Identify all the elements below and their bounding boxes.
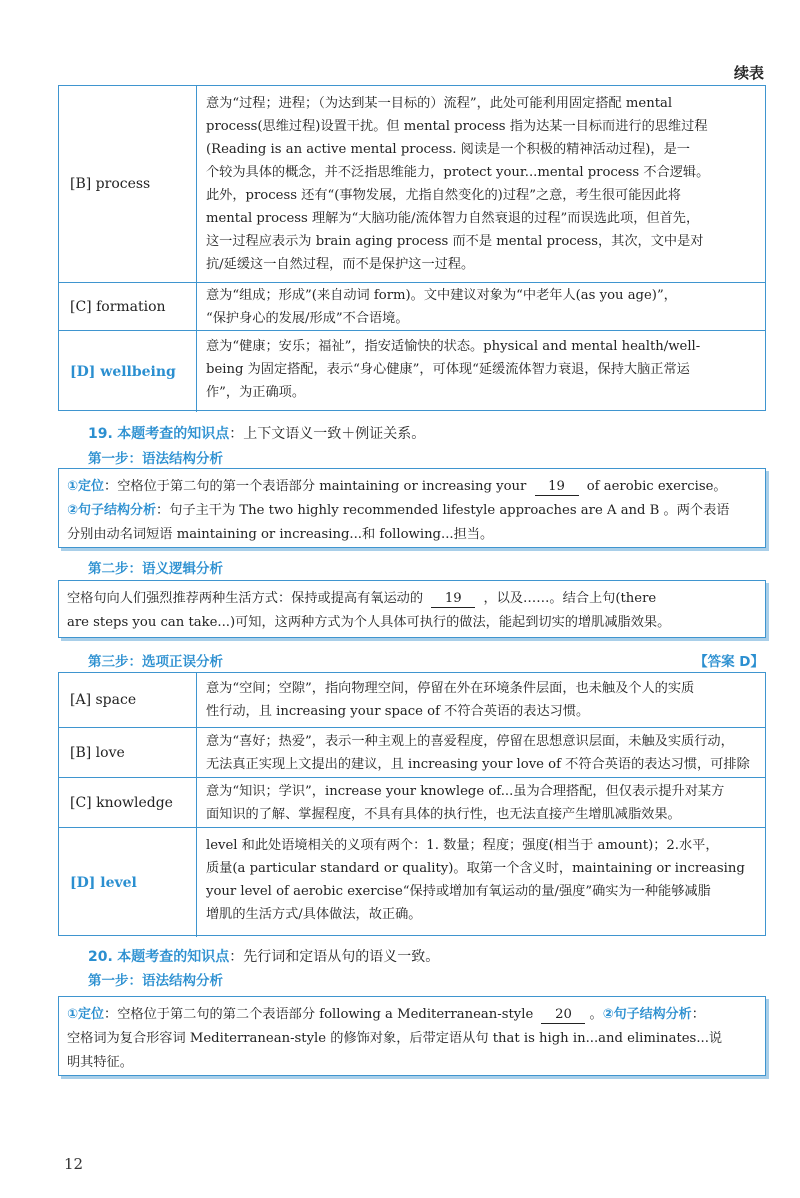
- explanation-line: 性行动，且 increasing your space of 不符合英语的表达习惯。: [206, 704, 590, 719]
- semantic-logic-box-q19: [58, 580, 766, 638]
- option-explanation: [206, 780, 759, 826]
- table-row-option-b-love: [59, 727, 765, 777]
- locate-label: ①定位: [67, 479, 105, 494]
- explanation-line: (Reading is an active mental process. 阅读是一个积极的精神活动过程)，是一: [206, 142, 690, 157]
- grammar-structure-box-q19: [58, 468, 766, 548]
- explanation-line: 质量(a particular standard or quality)。取第一个含义时，maintaining or increasing: [206, 861, 745, 876]
- knowledge-point-label: 本题考查的知识点: [117, 949, 230, 965]
- option-explanation: [206, 92, 759, 276]
- box-line: [67, 1003, 757, 1027]
- box-text: of aerobic exercise。: [586, 479, 727, 494]
- option-explanation: [206, 335, 759, 404]
- box-text: ：句子主干为 The two highly recommended lifestyle approaches are A and B 。两个表语: [156, 503, 730, 518]
- explanation-line: process(思维过程)设置干扰。但 mental process 指为达某一目标而进行的思维过程: [206, 119, 708, 134]
- box-text: 。: [589, 1007, 603, 1022]
- box-line: 分别由动名词短语 maintaining or increasing...和 following...担当。: [67, 527, 494, 542]
- explanation-line: 意为“知识；学识”，increase your knowlege of...虽为合理搭配，但仅表示提升对某方: [206, 784, 725, 799]
- question-19-heading: [88, 423, 425, 443]
- explanation-line: 增肌的生活方式/具体做法，故正确。: [206, 907, 422, 922]
- sentence-structure-label: ②句子结构分析: [67, 503, 157, 518]
- box-text: ：空格位于第二句的第一个表语部分 maintaining or increasing your: [104, 479, 527, 494]
- knowledge-point-text: ：先行词和定语从句的语义一致。: [229, 949, 440, 965]
- question-20-heading: [88, 946, 439, 966]
- option-label: [C] knowledge: [59, 778, 197, 827]
- grammar-structure-box-q20: [58, 996, 766, 1076]
- answer-blank: 19: [535, 479, 579, 496]
- explanation-line: 此外，process 还有“(事物发展，尤指自然变化的)过程”之意，考生很可能因此将: [206, 188, 681, 203]
- explanation-line: being 为固定搭配，表示“身心健康”，可体现“延缓流体智力衰退，保持大脑正常运: [206, 362, 690, 377]
- explanation-line: your level of aerobic exercise“保持或增加有氧运动的量/强度”确实为一种能够减脂: [206, 884, 711, 899]
- explanation-line: “保护身心的发展/形成”不合语境。: [206, 311, 409, 326]
- step-1-heading: 第一步：语法结构分析: [88, 451, 223, 467]
- step-1-heading: 第一步：语法结构分析: [88, 973, 223, 989]
- box-text: ：空格位于第二句的第二个表语部分 following a Mediterranean-style: [104, 1007, 534, 1022]
- question-number: 19.: [88, 426, 113, 442]
- box-line: [67, 499, 757, 523]
- step-3-heading: 第三步：选项正误分析: [88, 654, 223, 670]
- answer-blank: 20: [541, 1007, 585, 1024]
- options-table-q18: [58, 85, 766, 411]
- options-table-q19: [58, 672, 766, 936]
- explanation-line: level 和此处语境相关的义项有两个：1. 数量；程度；强度(相当于 amount)；2.水平，: [206, 838, 719, 853]
- step-2-heading: 第二步：语义逻辑分析: [88, 561, 223, 577]
- question-number: 20.: [88, 949, 113, 965]
- option-label: [B] process: [59, 86, 197, 282]
- option-explanation: [206, 834, 759, 926]
- answer-blank: 19: [431, 591, 475, 608]
- explanation-line: 意为“空间；空隙”，指向物理空间，停留在外在环境条件层面，也未触及个人的实质: [206, 681, 695, 696]
- table-row-option-c-formation: [59, 282, 765, 330]
- explanation-line: 无法真正实现上文提出的建议，且 increasing your love of 不符合英语的表达习惯，可排除: [206, 757, 750, 772]
- box-line: are steps you can take...)可知，这两种方式为个人具体可执行的做法，能起到切实的增肌减脂效果。: [67, 615, 671, 630]
- explanation-line: 这一过程应表示为 brain aging process 而不是 mental process，其次，文中是对: [206, 234, 704, 249]
- explanation-line: 个较为具体的概念，并不泛指思维能力，protect your...mental process 不合逻辑。: [206, 165, 710, 180]
- table-row-option-a-space: [59, 673, 765, 727]
- page-number: 12: [64, 1155, 84, 1173]
- explanation-line: 意为“喜好；热爱”，表示一种主观上的喜爱程度，停留在思想意识层面，未触及实质行动，: [206, 734, 734, 749]
- option-explanation: [206, 677, 759, 723]
- explanation-line: 意为“健康；安乐；福祉”，指安适愉快的状态。physical and mental health/well-: [206, 339, 701, 354]
- knowledge-point-text: ：上下文语义一致＋例证关系。: [229, 426, 426, 442]
- option-label: [A] space: [59, 673, 197, 727]
- sentence-structure-label: ②句子结构分析: [602, 1007, 692, 1022]
- explanation-line: 意为“组成；形成”(来自动词 form)。文中建议对象为“中老年人(as you age)”，: [206, 288, 677, 303]
- explanation-line: mental process 理解为“大脑功能/流体智力自然衰退的过程”而误选此项，但首先，: [206, 211, 700, 226]
- option-explanation: [206, 284, 759, 330]
- box-line: [67, 587, 757, 611]
- box-text: ：: [691, 1007, 705, 1022]
- explanation-line: 面知识的了解、掌握程度，不具有具体的执行性，也无法直接产生增肌减脂效果。: [206, 807, 681, 822]
- correct-option-label: [D] wellbeing: [59, 331, 197, 412]
- box-line: [67, 475, 757, 499]
- option-explanation: [206, 730, 759, 776]
- box-text: ，以及……。结合上句(there: [483, 591, 657, 606]
- table-row-option-d-level: [59, 827, 765, 937]
- knowledge-point-label: 本题考查的知识点: [117, 426, 230, 442]
- box-line: 空格词为复合形容词 Mediterranean-style 的修饰对象，后带定语从句 that is high in...and eliminates...说: [67, 1031, 723, 1046]
- locate-label: ①定位: [67, 1007, 105, 1022]
- explanation-line: 抗/延缓这一自然过程，而不是保护这一过程。: [206, 257, 475, 272]
- table-row-option-b-process: [59, 86, 765, 282]
- table-row-option-d-wellbeing: [59, 330, 765, 412]
- explanation-line: 意为“过程；进程；（为达到某一目标的）流程”，此处可能利用固定搭配 mental: [206, 96, 673, 111]
- answer-badge: 【答案 D】: [694, 654, 764, 670]
- option-label: [B] love: [59, 728, 197, 777]
- table-row-option-c-knowledge: [59, 777, 765, 827]
- continued-label: 续表: [733, 64, 764, 82]
- box-text: 空格句向人们强烈推荐两种生活方式：保持或提高有氧运动的: [67, 591, 424, 606]
- correct-option-label: [D] level: [59, 828, 197, 937]
- option-label: [C] formation: [59, 283, 197, 330]
- box-line: 明其特征。: [67, 1055, 133, 1070]
- explanation-line: 作”，为正确项。: [206, 385, 306, 400]
